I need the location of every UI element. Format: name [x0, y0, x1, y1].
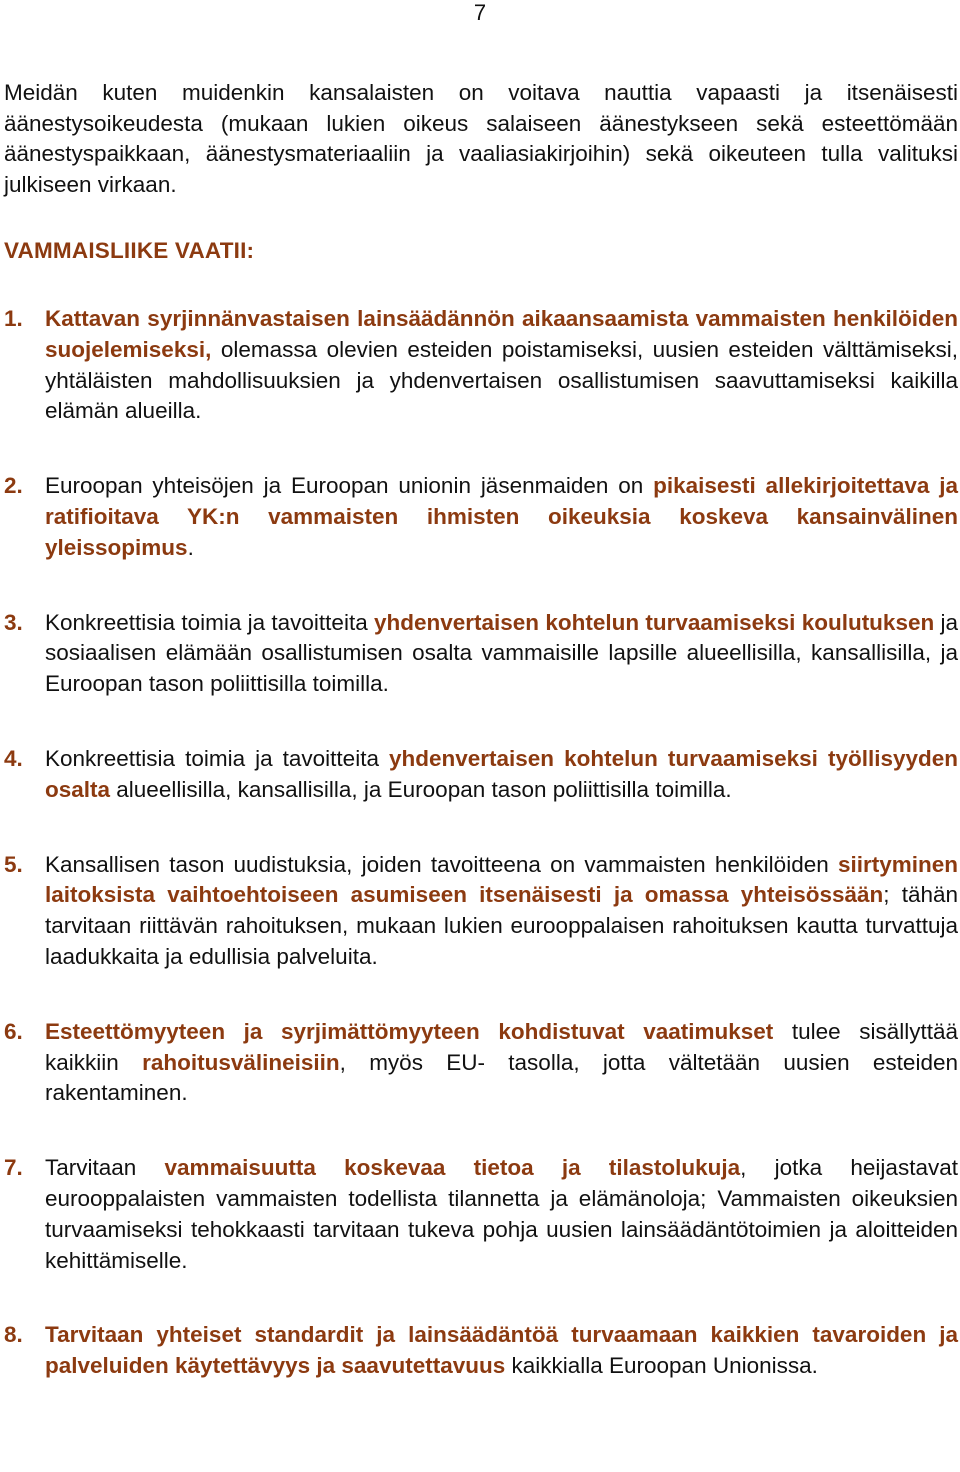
body-text: Kansallisen tason uudistuksia, joiden tavoitteena on vammaisten henkilöiden	[45, 851, 838, 877]
requirement-number: 6.	[4, 1018, 23, 1044]
highlighted-text: Kattavan syrjinnänvastaisen lainsäädännön aikaansaamista vammaisten henkilöiden suojelemiseksi,	[45, 306, 958, 362]
highlighted-text: pikaisesti allekirjoitettava ja ratifioitava YK:n vammaisten ihmisten oikeuksia koskeva kansainvälinen yleissopimus	[45, 473, 958, 560]
highlighted-text: rahoitusvälineisiin	[142, 1049, 340, 1075]
highlighted-text: siirtyminen laitoksista vaihtoehtoiseen asumiseen itsenäisesti ja omassa yhteisössään	[45, 851, 958, 908]
highlighted-text: Esteettömyyteen ja syrjimättömyyteen kohdistuvat vaatimukset	[45, 1018, 774, 1044]
highlighted-text: Tarvitaan yhteiset standardit ja lainsäädäntöä turvaamaan kaikkien tavaroiden ja palveluiden käytettävyys ja saavutettavuus	[45, 1322, 958, 1379]
requirement-number: 8.	[4, 1322, 23, 1348]
body-text: ja sosiaalisen elämään osallistumisen osalta vammaisille lapsille alueellisilla, kansallisilla, ja Euroopan tason poliittisilla toimilla.	[45, 609, 958, 697]
body-text: , jotka heijastavat eurooppalaisten vammaisten todellista tilannetta ja elämänoloja; Vammaisten oikeuksien turvaamiseksi tehokkaasti tarvitaan tukeva pohja uusien lainsäädäntötoimien ja aloitteiden kehittämiselle.	[45, 1155, 958, 1273]
body-text: Konkreettisia toimia ja tavoitteita	[45, 745, 389, 771]
requirement-number: 7.	[4, 1155, 23, 1181]
body-text: Euroopan yhteisöjen ja Euroopan unionin jäsenmaiden on	[45, 473, 654, 499]
requirement-number: 1.	[4, 306, 23, 331]
intro-paragraph: Meidän kuten muidenkin kansalaisten on voitava nauttia vapaasti ja itsenäisesti äänestysoikeudesta (mukaan lukien oikeus salaiseen äänestykseen sekä esteettömään äänestyspaikkaan, äänestysmateriaaliin ja vaaliasiakirjoihin) sekä oikeuteen tulla valituksi julkiseen virkaan.	[4, 80, 958, 197]
body-text: kaikkialla Euroopan Unionissa.	[505, 1353, 818, 1379]
body-text: .	[187, 534, 194, 560]
requirement-item	[4, 608, 958, 700]
body-text: tulee sisällyttää kaikkiin	[45, 1018, 958, 1075]
requirement-number: 5.	[4, 851, 23, 877]
highlighted-text: yhdenvertaisen kohtelun turvaamiseksi työllisyyden osalta	[45, 745, 958, 802]
document-body	[4, 78, 958, 1382]
section-heading: VAMMAISLIIKE VAATII:	[4, 238, 255, 263]
highlighted-text: vammaisuutta koskevaa tietoa ja tilastolukuja	[164, 1155, 741, 1181]
requirement-item	[4, 471, 958, 563]
body-text: alueellisilla, kansallisilla, ja Euroopan tason poliittisilla toimilla.	[110, 776, 732, 802]
requirement-number: 2.	[4, 473, 23, 499]
page-number: 7	[473, 0, 487, 25]
requirement-item	[4, 1017, 958, 1109]
body-text: , myös EU- tasolla, jotta vältetään uusien esteiden rakentaminen.	[45, 1049, 958, 1106]
requirement-number: 3.	[4, 609, 23, 635]
requirement-number: 4.	[4, 745, 23, 771]
body-text: Tarvitaan	[45, 1155, 165, 1181]
requirement-item	[4, 1320, 958, 1382]
body-text: olemassa olevien esteiden poistamiseksi, uusien esteiden välttämiseksi, yhtäläisten mahdollisuuksien ja yhdenvertaisen osallistumisen saavuttamiseksi kaikilla elämän alueilla.	[45, 336, 958, 424]
requirements-list	[4, 304, 958, 1382]
body-text: Konkreettisia toimia ja tavoitteita	[45, 609, 374, 635]
requirement-item	[4, 744, 958, 806]
requirement-item	[4, 1153, 958, 1276]
requirement-item	[4, 304, 958, 427]
requirement-item	[4, 850, 958, 973]
body-text: ; tähän tarvitaan riittävän rahoituksen, mukaan lukien eurooppalaisen rahoituksen kautta turvattuja laadukkaita ja edullisia palveluita.	[45, 882, 959, 969]
highlighted-text: yhdenvertaisen kohtelun turvaamiseksi koulutuksen	[373, 609, 935, 635]
